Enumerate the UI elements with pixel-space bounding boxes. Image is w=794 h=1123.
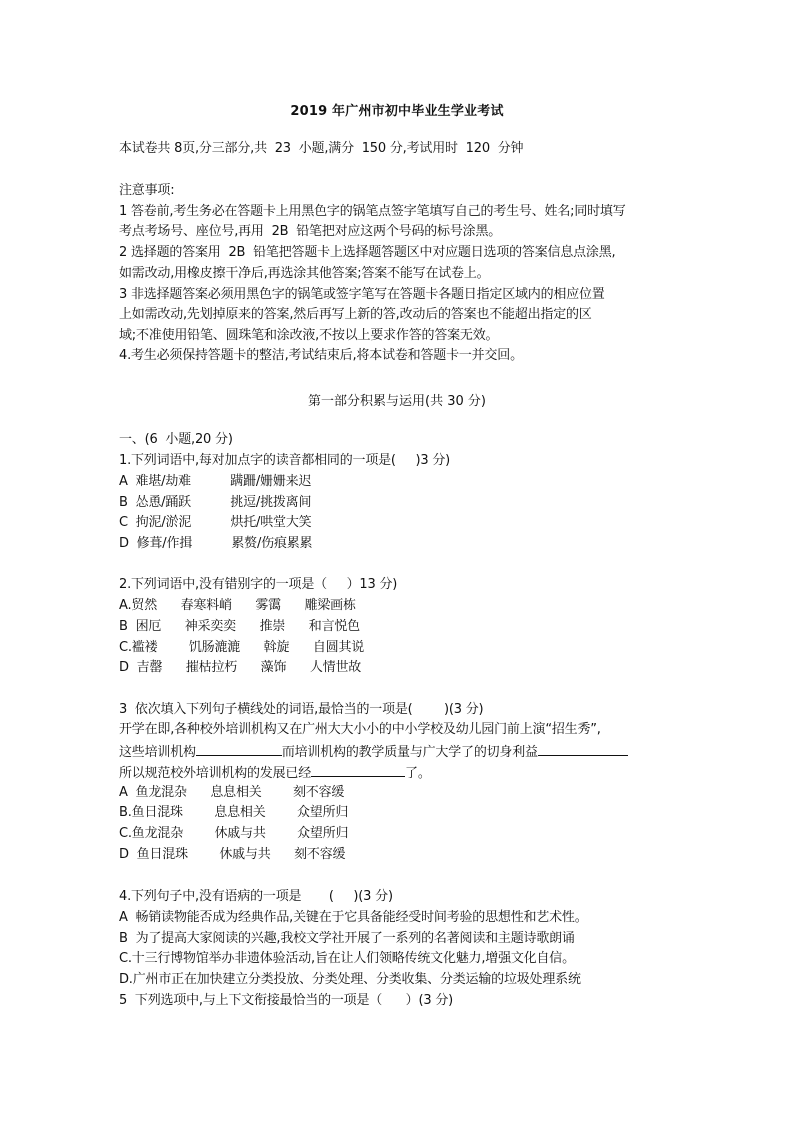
q4-option: A 畅销读物能否成为经典作品,关键在于它具备能经受时间考验的思想性和艺术性。 xyxy=(119,910,588,925)
q5-stem: 5 下列选项中,与上下文衔接最恰当的一项是（ ）(3 分) xyxy=(119,993,454,1008)
q2-option: D 吉罄 摧枯拉朽 藻饰 人情世故 xyxy=(119,660,362,675)
answer-blank xyxy=(311,764,405,777)
q3-stem: 3 依次填入下列句子横线处的词语,最恰当的一项是( )(3 分) xyxy=(119,702,484,717)
part-heading: 一、(6 小题,20 分) xyxy=(119,432,233,447)
answer-blank xyxy=(196,743,282,756)
q3-text: 开学在即,各种校外培训机构又在广州大大小小的中小学校及幼儿园门前上演“招生秀”, xyxy=(119,722,601,737)
q4-stem: 4.下列句子中,没有语病的一项是 ( )(3 分) xyxy=(119,889,393,904)
notice-line: 考点考场号、座位号,再用 2B 铅笔把对应这两个号码的标号涂黑。 xyxy=(119,224,502,239)
q4-option: D.广州市正在加快建立分类投放、分类处理、分类收集、分类运输的垃圾处理系统 xyxy=(119,972,581,987)
notice-line: 4.考生必须保持答题卡的整洁,考试结束后,将本试卷和答题卡一并交回。 xyxy=(119,348,523,363)
q3-option: A 鱼龙混杂 息息相关 刻不容缓 xyxy=(119,785,345,800)
q3-text xyxy=(119,743,628,761)
q4-option: C.十三行博物馆举办非遗体验活动,旨在让人们领略传统文化魅力,增强文化自信。 xyxy=(119,951,575,966)
q3-text-part: 而培训机构的教学质量与广大学了的切身利益 xyxy=(281,745,538,760)
exam-title: 2019 年广州市初中毕业生学业考试 xyxy=(290,104,504,119)
q1-stem: 1.下列词语中,每对加点字的读音都相同的一项是( )3 分) xyxy=(119,453,451,468)
notice-heading: 注意事项: xyxy=(119,183,175,198)
exam-intro: 本试卷共 8页,分三部分,共 23 小题,满分 150 分,考试用时 120 分钟 xyxy=(119,141,524,156)
section-title: 第一部分积累与运用(共 30 分) xyxy=(308,394,486,409)
q1-option: A 难堪/劫难 蹒跚/姗姗来迟 xyxy=(119,474,312,489)
q2-option: B 困厄 神采奕奕 推崇 和言悦色 xyxy=(119,619,360,634)
q2-option: C.褴褛 饥肠漉漉 斡旋 自圆其说 xyxy=(119,640,365,655)
q3-text-part: 这些培训机构 xyxy=(119,745,196,760)
q3-option: B.鱼日混珠 息息相关 众望所归 xyxy=(119,805,349,820)
q1-option: B 怂恿/踊跃 挑逗/挑拨离间 xyxy=(119,495,312,510)
q3-text-part: 了。 xyxy=(405,766,431,781)
notice-line: 3 非选择题答案必须用黑色字的锅笔或签字笔写在答题卡各题日指定区域内的相应位置 xyxy=(119,287,605,302)
q3-text-part: 所以规范校外培训机构的发展已经 xyxy=(119,766,312,781)
q3-option: C.鱼龙混杂 休戚与共 众望所归 xyxy=(119,826,349,841)
q2-stem: 2.下列词语中,没有错别字的一项是（ ）13 分) xyxy=(119,577,398,592)
q1-option: C 拘泥/淤泥 烘托/哄堂大笑 xyxy=(119,515,312,530)
answer-blank xyxy=(538,743,628,756)
q3-text xyxy=(119,764,431,782)
notice-line: 2 选择题的答案用 2B 铅笔把答题卡上选择题答题区中对应题日选项的答案信息点涂黑, xyxy=(119,245,616,260)
notice-line: 如需改动,用橡皮擦干净后,再选涂其他答案;答案不能写在试卷上。 xyxy=(119,266,490,281)
q4-option: B 为了提高大家阅读的兴趣,我校文学社开展了一系列的名著阅读和主题诗歌朗诵 xyxy=(119,931,575,946)
notice-line: 域;不准使用铅笔、圆珠笔和涂改液,不按以上要求作答的答案无效。 xyxy=(119,328,499,343)
q2-option: A.贸然 春寒料峭 雾霭 雕梁画栋 xyxy=(119,598,356,613)
q1-option: D 修葺/作揖 累赘/伤痕累累 xyxy=(119,536,313,551)
q3-option: D 鱼日混珠 休戚与共 刻不容缓 xyxy=(119,847,346,862)
notice-line: 1 答卷前,考生务必在答题卡上用黑色字的锅笔点签字笔填写自己的考生号、姓名;同时填写 xyxy=(119,204,626,219)
notice-line: 上如需改动,先划掉原来的答案,然后再写上新的答,改动后的答案也不能超出指定的区 xyxy=(119,307,592,322)
